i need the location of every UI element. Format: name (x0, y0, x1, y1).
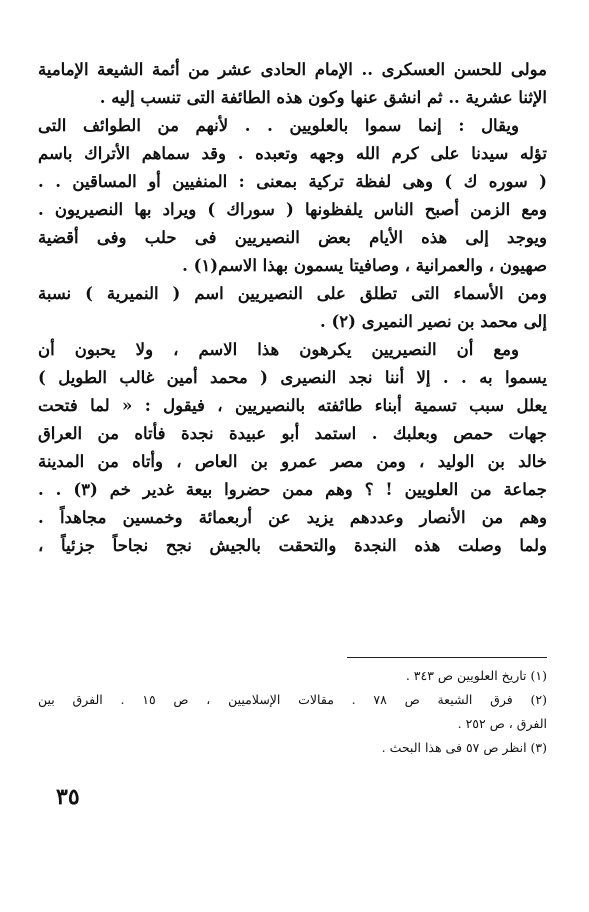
text-line-16: جماعة من العلويين ! ؟ وهم ممن حضروا بيعة غدير خم (٣) . . (38, 480, 547, 499)
text-line-17: وهم من الأنصار وعددهم يزيد عن أربعمائة وخمسين مجاهداً . (38, 508, 547, 527)
text-line-8: صهيون ، والعمرانية ، وصافيتا يسمون بهذا الاسم(١) . (182, 256, 547, 275)
page-number: ٣٥ (56, 784, 80, 810)
text-line-11: ومع أن النصيريين يكرهون هذا الاسم ، ولا يحبون أن (38, 340, 519, 359)
footnotes (38, 664, 547, 760)
text-line-5: ( سوره ك ) وهى لفظة تركية بمعنى : المنفيين أو المساقين . . (38, 172, 547, 191)
footnote-2: (٢) فرق الشيعة ص ٧٨ . مقالات الإسلاميين ، ص ١٥ . الفرق بين (38, 692, 547, 707)
text-line-14: جهات حمص وبعلبك . استمد أبو عبيدة نجدة فأتاه من العراق (38, 424, 547, 443)
footnote-1: (١) تاريخ العلويين ص ٣٤٣ . (405, 668, 547, 683)
footnote-divider (347, 657, 547, 658)
text-line-18: ولما وصلت هذه النجدة والتحقت بالجيش نجح نجاحاً جزئياً ، (38, 536, 547, 555)
text-line-15: خالد بن الوليد ، ومن مصر عمرو بن العاص ، وأتاه من المدينة (38, 452, 547, 471)
text-line-13: يعلل سبب تسمية أبناء طائفته بالنصيريين ، فيقول : « لما فتحت (38, 396, 547, 415)
text-line-12: يسموا به . . إلا أننا نجد النصيرى ( محمد أمين غالب الطويل ) (38, 368, 547, 387)
text-line-6: ومع الزمن أصبح الناس يلفظونها ( سوراك ) ويراد بها النصيريون . (38, 200, 547, 219)
text-line-10: إلى محمد بن نصير النميرى (٢) . (319, 312, 547, 331)
text-line-3: ويقال : إنما سموا بالعلويين . . لأنهم من الطوائف التى (38, 116, 519, 135)
footnote-2-continued: الفرق ، ص ٢٥٢ . (457, 716, 547, 731)
text-line-4: تؤله سيدنا على كرم الله وجهه وتعبده . وقد سماهم الأتراك باسم (38, 144, 547, 163)
footnote-3: (٣) انظر ص ٥٧ فى هذا البحث . (381, 740, 547, 755)
body-text (38, 56, 547, 560)
text-line-2: الإثنا عشرية .. ثم انشق عنها وكون هذه الطائفة التى تنسب إليه . (99, 88, 547, 107)
text-line-1: مولى للحسن العسكرى .. الإمام الحادى عشر من أئمة الشيعة الإمامية (38, 60, 547, 79)
text-line-9: ومن الأسماء التى تطلق على النصيريين اسم ( النميرية ) نسبة (38, 284, 547, 303)
text-line-7: ويوجد إلى هذه الأيام بعض النصيريين فى حلب وفى أقضية (38, 228, 547, 247)
